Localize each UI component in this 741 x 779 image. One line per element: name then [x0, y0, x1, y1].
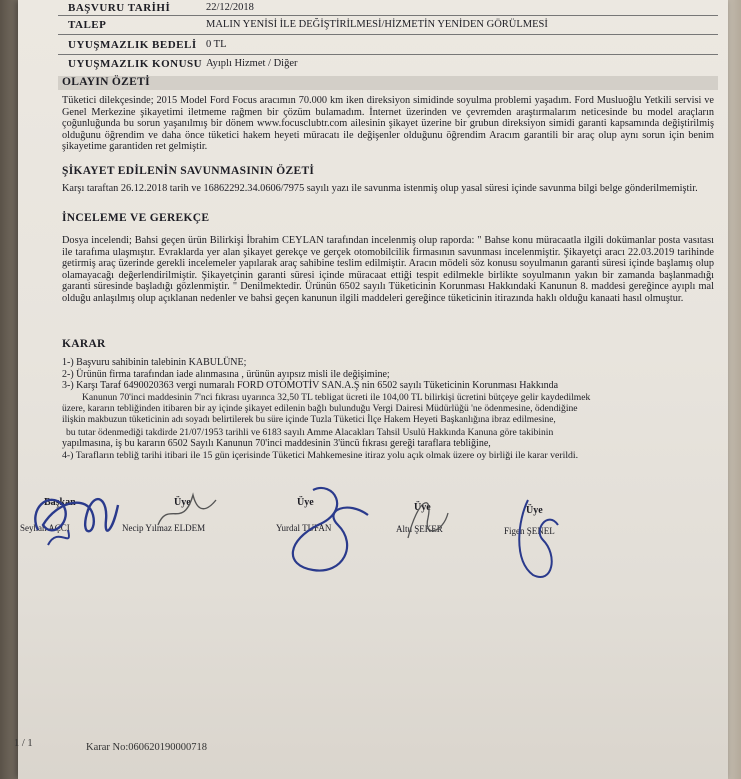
- signature-role: Üye: [174, 497, 191, 508]
- signature-scribble-uye2: [258, 470, 398, 580]
- signature-scribble-uye1: [138, 470, 228, 550]
- signature-name: Necip Yılmaz ELDEM: [122, 523, 206, 533]
- signature-name: Yurdal TUFAN: [276, 523, 332, 533]
- karar-list: [62, 357, 718, 461]
- karar-line: bu tutar ödenmediği takdirde 21/07/1953 tarihli ve 6183 sayılı Amme Alacakları Tahsil Usulü Hakkında Kanuna göre takibinin: [66, 426, 554, 438]
- karar-line: 4-) Tarafların tebliğ tarihi itibari ile 15 gün içerisinde Tüketici Mahkemesine itiraz yolu açık olmak üzere oy birliği ile karar verildi.: [62, 449, 579, 461]
- field-value: MALIN YENİSİ İLE DEĞİŞTİRİLMESİ/HİZMETİN YENİDEN GÖRÜLMESİ: [206, 19, 548, 30]
- signature-role: Üye: [526, 505, 543, 516]
- signature-name: Figen ŞENEL: [504, 526, 555, 536]
- field-label: TALEP: [68, 19, 107, 31]
- karar-number: Karar No:060620190000718: [86, 742, 208, 753]
- section-text-olay: Tüketici dilekçesinde; 2015 Model Ford Focus aracımın 70.000 km iken direksiyon simidinde soyulma problemi yaşadım. Ford Musluoğlu Yetkili servisi ve Genel Merkezine şikayetimi iletmeme rağmen bir çözüm bulamadım. İnternet üzerinden ve çevremden araştırmalarım neticesinde bu model araçların çoğunluğunda bu sorun yaşanılmış bir dönem www.focusclubtr.com ailesinin şikayet üzerine bir grubun direksiyon simidi garanti kapsamında değiştirilmiş olduğunu öğrendim ve daha önce tüketici hakem heyeti müracatı ile değişenler olduğunu öğrendim Aracım garantili bir araç olup aynı sorun için benim şikayetime garantiden ret gelmiştir.: [62, 95, 714, 153]
- section-text-inceleme: Dosya incelendi; Bahsi geçen ürün Bilirkişi İbrahim CEYLAN tarafından incelenmiş olup raporda: " Bahse konu müracaatla ilgili dokümanlar posta vasıtası ile tarafıma ulaşmıştır. Evraklarda yer alan şikayet gerekçe ve gerçek otomobilcilik firmasının savunması incelenmiştir. Şikayetçi aracı 22.03.2019 tarihinde getirmiş araç üzerinde gerekli incelemeler yapılarak araç sahibine teslim edilmiştir. Aracın mödeli söz konusu soyulmanın garanti süresi içinde başlamış olup olamayacağı değerlendirilmiştir. Şikayetçinin garanti süresi içinde müracaat ettiği tespit edilmekle birlikte soyulmanın yakın bir zamanda başlanmadığı garanti süresinde başladığı gözlenmiştir. " Denilmektedir. Ürünün 6502 sayılı Tüketicinin Korunması Hakkındaki Kanunun 8. maddesi gereğince ayıplı mal olduğu anlaşılmış olup açıklanan nedenler ve bahsi geçen kanunun ilgili maddeleri gereğince tüketicinin itirazında haklı olduğu kanaati hasıl olmuştur.: [62, 235, 714, 304]
- section-title-inceleme: İNCELEME VE GEREKÇE: [62, 212, 210, 224]
- karar-line: ilişkin makbuzun tüketicinin adı soyadı belirtilerek bu süre içinde Tuzla Tüketici İlçe Hakem Heyeti Başkanlığına ibraz edilmesine,: [62, 414, 556, 425]
- karar-line: 1-) Başvuru sahibinin talebinin KABULÜNE;: [62, 357, 247, 368]
- field-value: 0 TL: [206, 39, 227, 50]
- karar-line: Kanunun 70'inci maddesinin 7'nci fıkrası uyarınca 32,50 TL tebligat ücreti ile 104,00 TL bilirkişi ücretini bütçeye gelir kaydedilmek: [82, 391, 591, 403]
- karar-line: üzere, kararın tebliğinden itibaren bir ay içinde şikayet edilenin bağlı bulunduğu Vergi Dairesi Müdürlüğü 'ne ödenmesine, ödendiğine: [62, 403, 578, 415]
- signature-role: Başkan: [44, 497, 76, 508]
- karar-line: 3-) Karşı Taraf 6490020363 vergi numaralı FORD OTOMOTİV SAN.A.Ş nin 6502 sayılı Tüketicinin Korunması Hakkında: [62, 380, 559, 392]
- field-uyusmazlik-konusu: [18, 58, 718, 76]
- signature-scribble-uye4: [488, 480, 588, 590]
- field-basvuru-tarihi: [18, 2, 718, 20]
- field-label: UYUŞMAZLIK BEDELİ: [68, 39, 197, 51]
- divider: [58, 34, 718, 35]
- signature-role: Üye: [297, 497, 314, 508]
- field-label: UYUŞMAZLIK KONUSU: [68, 58, 203, 70]
- signature-role: Üye: [414, 502, 431, 513]
- signature-scribble-baskan: [18, 470, 138, 570]
- karar-line: 2-) Ürünün firma tarafından iade alınmasına , ürünün ayıpsız misli ile değişimine;: [62, 368, 390, 380]
- page-number: 1 / 1: [14, 738, 33, 749]
- section-bar: [58, 76, 718, 90]
- field-value: Ayıplı Hizmet / Diğer: [206, 58, 298, 69]
- karar-line: yapılmasına, iş bu kararın 6502 Sayılı Kanunun 70'inci maddesinin 3'üncü fıkrası gereği taraflara tebliğine,: [62, 438, 491, 450]
- field-label: BAŞVURU TARİHİ: [68, 2, 171, 14]
- signature-name: Altu ŞEKER: [396, 524, 443, 534]
- signature-name: Seyhan AÇCI: [20, 523, 70, 533]
- section-title-olay: OLAYIN ÖZETİ: [62, 76, 150, 88]
- field-value: 22/12/2018: [206, 2, 254, 13]
- divider: [58, 54, 718, 55]
- document-page: [14, 0, 728, 779]
- section-title-savunma: ŞİKAYET EDİLENİN SAVUNMASININ ÖZETİ: [62, 165, 315, 177]
- section-title-karar: KARAR: [62, 338, 106, 350]
- signature-scribble-uye3: [393, 478, 473, 558]
- section-text-savunma: Karşı taraftan 26.12.2018 tarih ve 16862292.34.0606/7975 sayılı yazı ile savunma istenmiş olup yasal süresi içinde savunma bilgi belge gönderilmemiştir.: [62, 183, 698, 194]
